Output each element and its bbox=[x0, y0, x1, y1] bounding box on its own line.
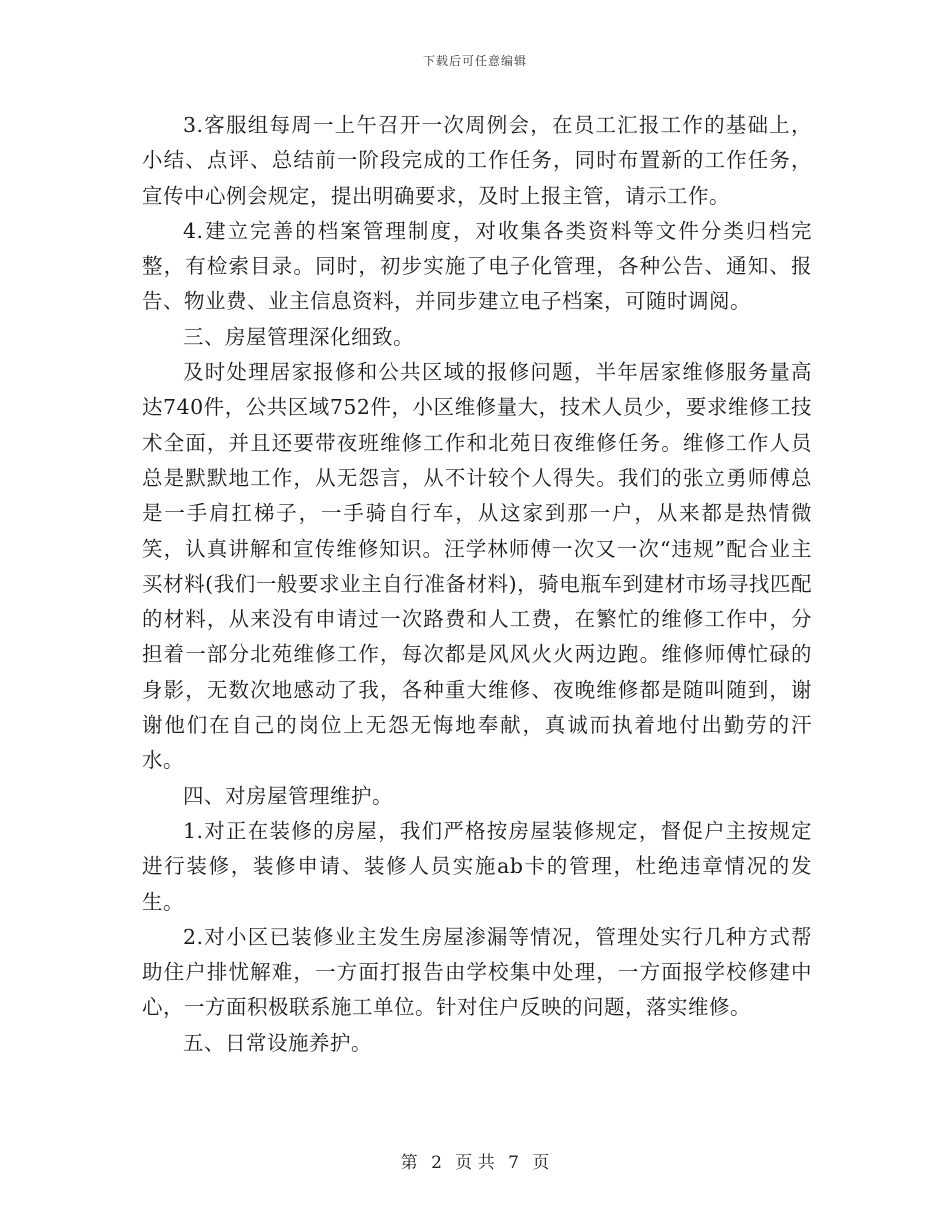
paragraph-item-4: 4.建立完善的档案管理制度，对收集各类资料等文件分类归档完整，有检索目录。同时，初步实施了电子化管理，各种公告、通知、报告、物业费、业主信息资料，并同步建立电子档案，可随时调阅。 bbox=[142, 218, 812, 314]
footer-page-number: 2 bbox=[431, 1153, 442, 1173]
page-header: 下载后可任意编辑 bbox=[422, 54, 527, 68]
footer-prefix: 第 bbox=[400, 1153, 418, 1173]
paragraph-repair-details: 及时处理居家报修和公共区域的报修问题，半年居家维修服务量高达740件，公共区域752件，小区维修量大，技术人员少，要求维修工技术全面，并且还要带夜班维修工作和北苑日夜维修任务。维修工作人员总是默默地工作，从无怨言，从不计较个人得失。我们的张立勇师傅总是一手肩扛梯子，一手骑自行车，从这家到那一户，从来都是热情微笑，认真讲解和宣传维修知识。汪学林师傅一次又一次“违规”配合业主买材料(我们一般要求业主自行准备材料)，骑电瓶车到建材市场寻找匹配的材料，从来没有申请过一次路费和人工费，在繁忙的维修工作中，分担着一部分北苑维修工作，每次都是风风火火两边跑。维修师傅忙碌的身影，无数次地感动了我，各种重大维修、夜晚维修都是随叫随到，谢谢他们在自己的岗位上无怨无悔地奉献，真诚而执着地付出勤劳的汗水。 bbox=[142, 360, 812, 773]
footer-suffix: 页 bbox=[532, 1153, 550, 1173]
footer-middle: 页 共 bbox=[455, 1153, 495, 1173]
section-heading-4: 四、对房屋管理维护。 bbox=[183, 783, 393, 808]
section-heading-3: 三、房屋管理深化细致。 bbox=[183, 324, 414, 349]
paragraph-item-3: 3.客服组每周一上午召开一次周例会，在员工汇报工作的基础上，小结、点评、总结前一阶段完成的工作任务，同时布置新的工作任务，宣传中心例会规定，提出明确要求，及时上报主管，请示工作。 bbox=[142, 113, 812, 208]
paragraph-item-2: 2.对小区已装修业主发生房屋渗漏等情况，管理处实行几种方式帮助住户排忧解难，一方面打报告由学校集中处理，一方面报学校修建中心，一方面积极联系施工单位。针对住户反映的问题，落实维修。 bbox=[142, 924, 812, 1020]
paragraph-item-1: 1.对正在装修的房屋，我们严格按房屋装修规定，督促户主按规定进行装修，装修申请、装修人员实施ab卡的管理，杜绝违章情况的发生。 bbox=[142, 818, 812, 914]
page-footer bbox=[0, 1148, 950, 1173]
section-heading-5: 五、日常设施养护。 bbox=[183, 1030, 372, 1055]
footer-total-pages: 7 bbox=[508, 1153, 519, 1173]
document-body bbox=[142, 108, 812, 1061]
